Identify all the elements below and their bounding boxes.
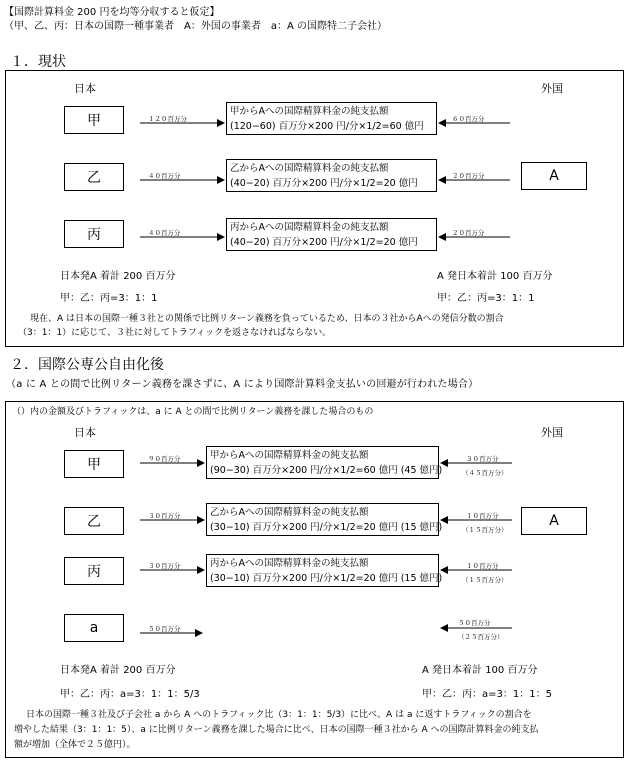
s2-ratio-japan: 甲：乙：丙：a=3：1：1：5/3 — [60, 689, 200, 700]
header-line1: 【国際計算料金 200 円を均等分収すると仮定】 — [4, 7, 220, 18]
section1-japan-label: 日本 — [74, 82, 96, 95]
s1-left-arrow-label-2: ４０百万分 — [148, 172, 181, 180]
s2-note-line2: 増やした結果（3：1：1：5）、a に比例リターン義務を課した場合に比べ、日本の国際一種３社から A への国際計算料金の純支払 — [14, 725, 539, 735]
s2-foreign-carrier-A: A — [521, 507, 587, 535]
s2-ratio-foreign: 甲：乙：丙：a=3：1：1：5 — [422, 689, 552, 700]
s1-ratio-japan: 甲：乙：丙=3：1：1 — [60, 293, 158, 304]
s2-right-arrow-paren-4: （２５百万分） — [458, 633, 504, 641]
s2-carrier-otsu: 乙 — [64, 507, 124, 535]
s2-right-arrow-label-3: １０百万分 — [466, 562, 499, 570]
s1-carrier-otsu: 乙 — [64, 163, 124, 191]
section2-japan-label: 日本 — [74, 426, 96, 439]
s1-carrier-kou: 甲 — [64, 106, 124, 134]
s1-carrier-hei: 丙 — [64, 220, 124, 248]
s2-formula-box-hei: 丙からAへの国際精算料金の純支払額 (30−10) 百万分×200 円/分×1/2=20 億円 (15 億円) — [206, 554, 439, 587]
section2-subtitle: （a に A との間で比例リターン義務を課さずに、A により国際計算料金支払いの回避が行われた場合） — [6, 379, 479, 390]
section1-foreign-label: 外国 — [541, 82, 563, 95]
s2-right-arrow-paren-1: （４５百万分） — [462, 469, 508, 477]
s1-total-japan: 日本発A 着計 200 百万分 — [60, 271, 176, 282]
s2-right-arrow-label-4: ５０百万分 — [458, 619, 491, 627]
s2-right-arrow-paren-2: （１５百万分） — [462, 526, 508, 534]
s1-right-arrow-label-2: ２０百万分 — [452, 172, 485, 180]
s2-formula-box-otsu: 乙からAへの国際精算料金の純支払額 (30−10) 百万分×200 円/分×1/2=20 億円 (15 億円) — [206, 503, 439, 536]
s1-note-line2: （3：1：1）に応じて、３社に対してトラフィックを返さなければならない。 — [18, 328, 332, 338]
s2-paren-note: （）内の金額及びトラフィックは、a に A との間で比例リターン義務を課した場合のもの — [12, 407, 374, 417]
section2-foreign-label: 外国 — [541, 426, 563, 439]
s1-right-arrow-label-1: ６０百万分 — [452, 115, 485, 123]
s1-note-line1: 現在、A は日本の国際一種３社との関係で比例リターン義務を負っているため、日本の３社からAへの発信分数の割合 — [30, 314, 504, 324]
s2-left-arrow-label-4: ５０百万分 — [148, 625, 181, 633]
s2-left-arrow-label-3: ３０百万分 — [148, 562, 181, 570]
s2-formula-box-kou: 甲からAへの国際精算料金の純支払額 (90−30) 百万分×200 円/分×1/2=60 億円 (45 億円) — [206, 446, 439, 479]
s2-left-arrow-label-1: ９０百万分 — [148, 455, 181, 463]
s2-total-japan: 日本発A 着計 200 百万分 — [60, 665, 176, 676]
s1-right-arrow-label-3: ２０百万分 — [452, 229, 485, 237]
s2-carrier-kou: 甲 — [64, 450, 124, 478]
s2-note-line1: 日本の国際一種３社及び子会社 a から A へのトラフィック比（3：1：1：5/3）に比べ、A は a に返すトラフィックの割合を — [26, 710, 532, 720]
s2-right-arrow-label-1: ３０百万分 — [466, 455, 499, 463]
section1-title: １．現状 — [10, 54, 66, 70]
s1-formula-box-otsu: 乙からAへの国際精算料金の純支払額 (40−20) 百万分×200 円/分×1/2=20 億円 — [226, 159, 437, 192]
s1-formula-box-kou: 甲からAへの国際精算料金の純支払額 (120−60) 百万分×200 円/分×1/2=60 億円 — [226, 102, 437, 135]
s2-right-arrow-label-2: １０百万分 — [466, 512, 499, 520]
s2-total-foreign: A 発日本着計 100 百万分 — [422, 665, 538, 676]
s1-formula-box-hei: 丙からAへの国際精算料金の純支払額 (40−20) 百万分×200 円/分×1/2=20 億円 — [226, 218, 437, 251]
s2-right-arrow-paren-3: （１５百万分） — [462, 576, 508, 584]
s1-ratio-foreign: 甲：乙：丙=3：1：1 — [437, 293, 535, 304]
s2-note-line3: 額が増加（全体で２５億円）。 — [14, 740, 136, 750]
s2-carrier-a: a — [64, 614, 124, 642]
s1-left-arrow-label-3: ４０百万分 — [148, 229, 181, 237]
s2-left-arrow-label-2: ３０百万分 — [148, 512, 181, 520]
s1-foreign-carrier-A: A — [521, 162, 587, 190]
s2-carrier-hei: 丙 — [64, 557, 124, 585]
section2-title: ２．国際公専公自由化後 — [10, 357, 164, 373]
s1-total-foreign: A 発日本着計 100 百万分 — [437, 271, 553, 282]
s1-left-arrow-label-1: １２０百万分 — [148, 115, 187, 123]
header-line2: （甲、乙、丙：日本の国際一種事業者 A：外国の事業者 a：A の国際特二子会社） — [4, 21, 387, 32]
